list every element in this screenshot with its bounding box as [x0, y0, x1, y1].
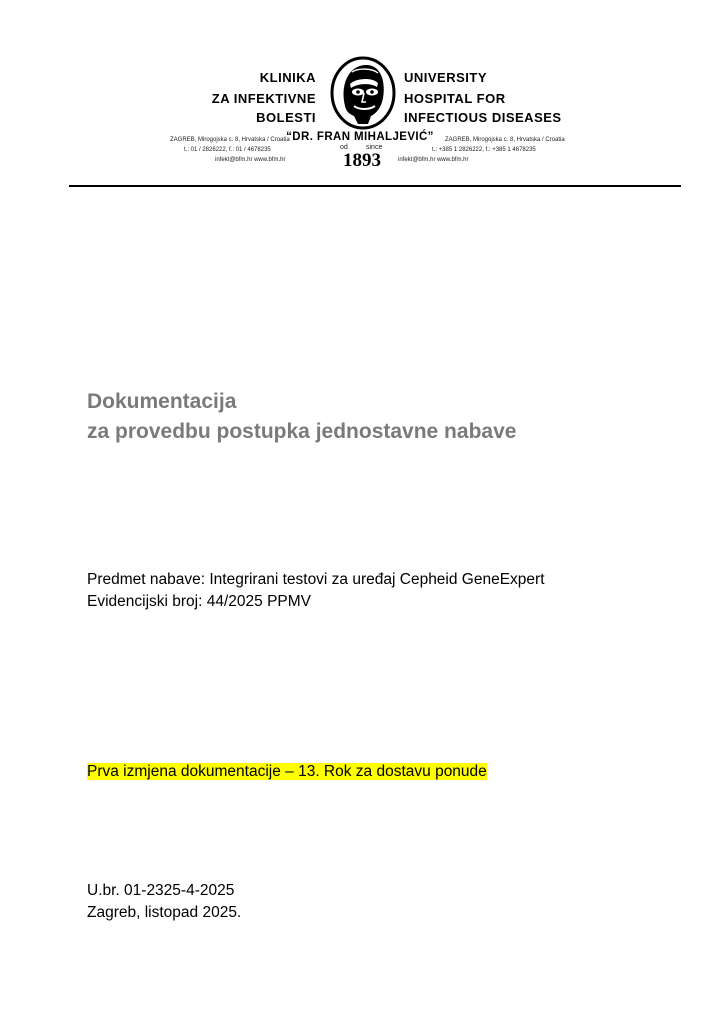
contact-left-line1: ZAGREB, Mirogojska c. 8, Hrvatska / Croatia: [170, 137, 290, 143]
institution-name-en-line3: INFECTIOUS DISEASES: [404, 110, 562, 125]
amendment-highlight: Prva izmjena dokumentacije – 13. Rok za dostavu ponude: [87, 763, 487, 780]
document-title: [87, 387, 516, 447]
contact-right-line3: infekt@bfm.hr www.bfm.hr: [398, 157, 469, 163]
contact-right-line2: t.: +385 1 2826222, f.: +385 1 4678235: [432, 147, 536, 153]
contact-left-line3: infekt@bfm.hr www.bfm.hr: [215, 157, 286, 163]
institution-name-en-line2: HOSPITAL FOR: [404, 91, 506, 106]
evidence-number: Evidencijski broj: 44/2025 PPMV: [87, 593, 312, 610]
contact-right-line1: ZAGREB, Mirogojska c. 8, Hrvatska / Croatia: [445, 137, 565, 143]
institution-name-en-line1: UNIVERSITY: [404, 70, 488, 85]
since-hr: od: [340, 144, 348, 151]
document-title-line2: za provedbu postupka jednostavne nabave: [87, 420, 517, 443]
document-title-line1: Dokumentacija: [87, 390, 237, 413]
procurement-subject: Predmet nabave: Integrirani testovi za uređaj Cepheid GeneExpert: [87, 571, 545, 588]
since-en: since: [366, 144, 383, 151]
reference-number: U.br. 01-2325-4-2025: [87, 882, 235, 899]
letterhead: [0, 0, 724, 190]
institution-name-hr-line3: BOLESTI: [256, 110, 316, 125]
contact-left-line2: t.: 01 / 2826222, f.: 01 / 4678235: [184, 147, 271, 153]
founder-portrait-logo: [328, 54, 398, 132]
header-divider: [69, 185, 681, 187]
institution-name-hr-line1: KLINIKA: [259, 70, 316, 85]
founder-name: “DR. FRAN MIHALJEVIĆ”: [286, 131, 434, 143]
institution-name-hr-line2: ZA INFEKTIVNE: [211, 91, 316, 106]
place-and-date: Zagreb, listopad 2025.: [87, 904, 242, 921]
founding-year: 1893: [343, 150, 381, 171]
amendment-notice: [87, 761, 487, 783]
